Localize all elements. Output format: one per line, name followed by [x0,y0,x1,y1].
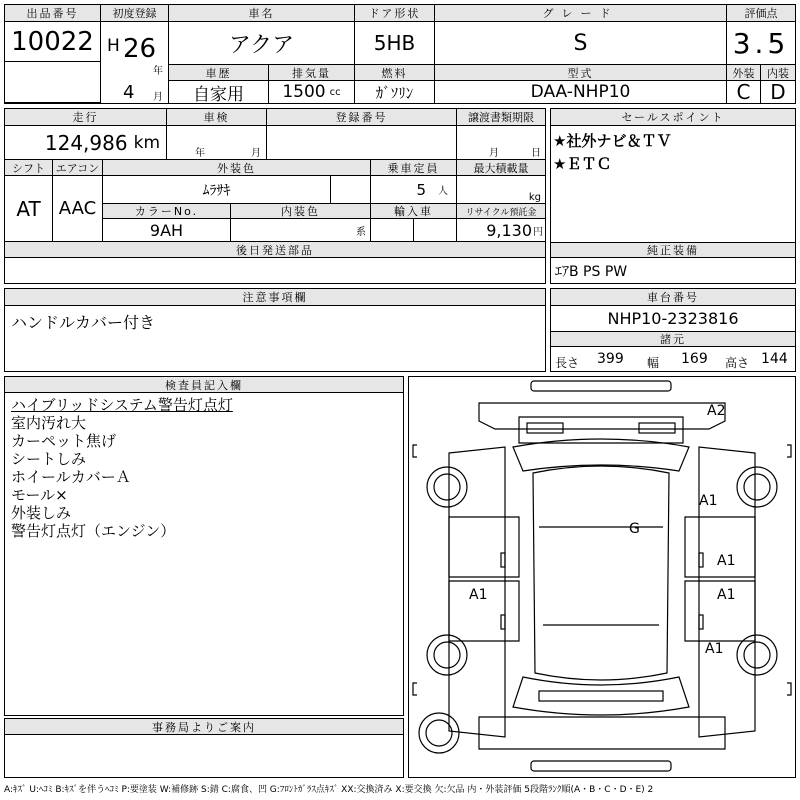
load-label: 最大積載量 [457,160,545,176]
damage-mark: A1 [705,641,724,657]
month-unit: 月 [153,92,163,103]
door-handle [501,615,505,629]
bracket-mark [413,445,417,457]
wheel-rear-right [737,635,777,675]
color-no: 9AH [103,219,231,242]
door-handle [699,615,703,629]
inspector-item: モール× [11,486,68,504]
import-b [414,219,457,242]
inspector-item: 警告灯点灯（エンジン） [11,522,176,540]
dims-label: 諸元 [551,332,795,347]
ext-label: 外装 [727,65,761,81]
grade: S [435,22,727,65]
rear-plate [539,691,663,701]
history: 自家用 [169,81,269,103]
inspection-month-unit: 月 [251,148,261,159]
height: 144 [761,351,788,367]
damage-mark: A1 [469,587,488,603]
inspector-item: カーペット焦げ [11,432,117,450]
recycle: 9,130 [486,220,532,240]
height-label: 高さ [725,356,750,370]
sales-points-box [550,108,796,284]
year-unit: 年 [153,66,163,77]
bracket-mark [787,683,791,695]
spare-wheel [419,713,459,753]
damage-mark: A1 [699,493,718,509]
inspector-item: ホイールカバーＡ [11,468,131,486]
inspector-list [11,396,233,540]
recycle-label: リサイクル預託金 [457,204,545,219]
door-label: ドア形状 [355,5,435,22]
bracket-mark [787,445,791,457]
lot-no: 10022 [5,22,101,62]
load-unit: kg [528,192,541,203]
first-reg-box [101,22,169,103]
genuine-label: 純正装備 [551,242,795,258]
chassis-box [550,288,796,372]
int-color-label: 内装色 [231,204,371,219]
int-score: D [770,81,786,103]
spare-wheel-inner [426,720,452,746]
era: H [107,36,120,56]
wheel-rear-right-inner [744,642,770,668]
door-handle [699,553,703,567]
door-front-left [449,517,519,577]
displacement-unit: cc [329,86,341,98]
headlight-right [639,423,675,433]
seats-box [371,176,457,204]
color-no-label: カラーNo. [103,204,231,219]
car-diagram-svg [409,377,795,777]
import-a [371,219,414,242]
recycle-unit: 円 [533,226,543,238]
seats: 5 [416,180,426,199]
seats-unit: 人 [438,186,448,197]
inspector-box [4,376,404,716]
model: DAA-NHP10 [435,81,727,103]
inspector-label: 検査員記入欄 [5,377,403,393]
score-label: 評価点 [727,5,795,22]
sales-point-2: ★ＥＴＣ [553,155,612,173]
lot-no-blank [5,62,101,103]
inspector-item: ハイブリッドシステム警告灯点灯 [11,396,233,414]
mileage-label: 走行 [5,109,167,126]
ac-label: エアコン [53,160,103,176]
rear-bumper [531,761,671,771]
mileage-box [5,126,167,160]
office-box [4,718,404,778]
later-parts-box [5,258,545,283]
width-label: 幅 [647,356,660,370]
car-name-label: 車名 [169,5,355,22]
sales-points-label: セールスポイント [551,109,795,126]
fuel-label: 燃料 [355,65,435,81]
door-handle [501,553,505,567]
ac: AAC [53,176,103,242]
transfer-day-unit: 日 [531,148,541,159]
wheel-rear-left [427,635,467,675]
mileage-unit: km [133,132,160,153]
score: 3.5 [727,22,795,65]
fuel: ｶﾞｿﾘﾝ [355,81,435,103]
ext-score: C [727,81,761,103]
headlight-left [527,423,563,433]
displacement-label: 排気量 [269,65,355,81]
chassis-value: NHP10-2323816 [551,306,795,332]
car-diagram [408,376,796,778]
load-box [457,176,545,204]
length: 399 [597,351,624,367]
office-label: 事務局よりご案内 [5,719,403,735]
seats-label: 乗車定員 [371,160,457,176]
plate-box [267,126,457,160]
chassis-label: 車台番号 [551,289,795,306]
mileage: 124,986 [44,130,128,155]
trunk [479,717,725,749]
color: ﾑﾗｻｷ [103,176,331,204]
width: 169 [681,351,708,367]
sales-point-1: ★社外ナビ＆ＴＶ [553,132,672,150]
transfer-month-unit: 月 [489,148,499,159]
displacement-box [269,81,355,103]
wheel-front-right-inner [744,474,770,500]
history-label: 車歴 [169,65,269,81]
notes-value: ハンドルカバー付き [11,313,156,332]
damage-mark: A2 [707,403,726,419]
damage-mark: A1 [717,553,736,569]
wheel-front-right [737,467,777,507]
displacement: 1500 [282,82,326,102]
color-label: 外装色 [103,160,371,176]
legend: A:ｷｽﾞ U:ﾍｺﾐ B:ｷｽﾞを伴うﾍｺﾐ P:要塗装 W:補修跡 S:錆 C:腐食、凹 G:ﾌﾛﾝﾄｶﾞﾗｽ点ｷｽﾞ XX:交換済み X:要交換 欠:欠品 内・外装評価 5段階ﾗﾝｸ順(A・B・C・D・E) 2 [4,785,654,795]
first-reg-year: 26 [123,34,157,64]
inspector-item: 外装しみ [11,504,72,522]
inspection-label: 車検 [167,109,267,126]
length-label: 長さ [555,356,580,370]
dims-row [551,347,795,371]
later-parts-label: 後日発送部品 [5,242,545,258]
damage-mark: A1 [717,587,736,603]
wheel-rear-left-inner [434,642,460,668]
notes-box [4,288,546,372]
model-label: 型式 [435,65,727,81]
inspector-item: シートしみ [11,450,87,468]
damage-mark: G [629,521,640,537]
bracket-mark [413,683,417,695]
inspection-year-unit: 年 [195,148,205,159]
recycle-box [457,219,545,242]
grade-label: グレード [435,5,727,22]
int-label: 内装 [761,65,795,81]
header-table [4,4,796,104]
vehicle-detail-table [4,108,546,284]
genuine-value: ｴｱB PS PW [555,264,628,280]
front-bumper [531,381,671,391]
int-color-box [231,219,371,242]
first-reg-month: 4 [123,82,135,103]
car-name: アクア [169,22,355,65]
wheel-front-left [427,467,467,507]
int-color-unit: 系 [356,226,366,238]
shift: AT [5,176,53,242]
color-extra [331,176,371,204]
roof [533,466,669,680]
inspection-box [167,126,267,160]
inspector-item: 室内汚れ大 [11,414,87,432]
transfer-label: 譲渡書類期限 [457,109,545,126]
lot-no-label: 出品番号 [5,5,101,22]
wheel-front-left-inner [434,474,460,500]
first-reg-label: 初度登録 [101,5,169,22]
door: 5HB [355,22,435,65]
hood-outline [479,403,725,429]
notes-label: 注意事項欄 [5,289,545,306]
import-label: 輸入車 [371,204,457,219]
transfer-box [457,126,545,160]
plate-label: 登録番号 [267,109,457,126]
shift-label: シフト [5,160,53,176]
